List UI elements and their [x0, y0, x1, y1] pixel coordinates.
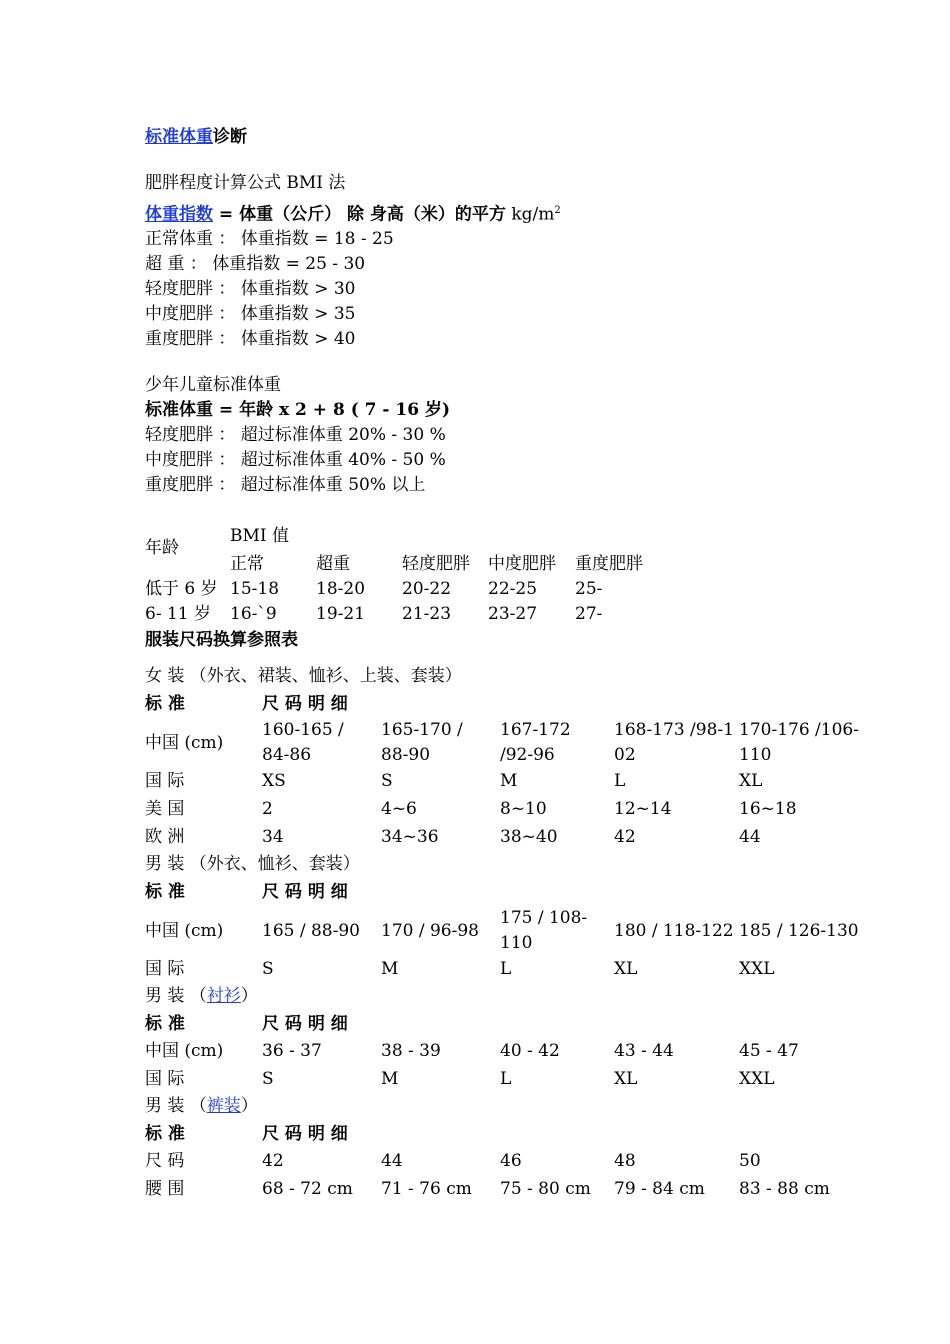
women-heading: 女 装 （外衣、裙装、恤衫、上装、套装） — [145, 666, 462, 686]
table-cell: L — [500, 959, 512, 979]
table-cell: L — [614, 771, 626, 791]
table-cell: S — [381, 771, 393, 791]
table-cell: 83 - 88 cm — [739, 1179, 830, 1199]
row-label: 中国 (cm) — [145, 921, 224, 941]
table-cell: 46 — [500, 1151, 522, 1171]
row-label: 国 际 — [145, 1069, 185, 1089]
table-cell: 42 — [614, 827, 636, 847]
table-cell: 68 - 72 cm — [262, 1179, 353, 1199]
table-cell: 22-25 — [488, 579, 538, 599]
table-cell: XS — [262, 771, 286, 791]
table-cell: XXL — [739, 959, 775, 979]
table-cell: 18-20 — [316, 579, 366, 599]
table-cell: 71 - 76 cm — [381, 1179, 472, 1199]
table-cell: 38~40 — [500, 827, 558, 847]
child-row: 重度肥胖 ： 超过标准体重 50% 以上 — [145, 475, 426, 495]
table-cell: 167-172 /92-96 — [500, 720, 571, 765]
table-cell: 16~18 — [739, 799, 797, 819]
bmi-index-link[interactable]: 体重指数 — [145, 204, 213, 225]
table-cell: 160-165 / 84-86 — [262, 720, 344, 765]
row-label: 尺 码 — [145, 1151, 185, 1171]
table-cell: XL — [614, 959, 638, 979]
table-cell: 170 / 96-98 — [381, 921, 479, 941]
table-cell: 75 - 80 cm — [500, 1179, 591, 1199]
table-cell: 40 - 42 — [500, 1041, 560, 1061]
detail-header: 尺 码 明 细 — [262, 1014, 348, 1034]
table-cell: 170-176 /106-110 — [739, 720, 859, 765]
table-cell: 44 — [381, 1151, 403, 1171]
table-cell: 165 / 88-90 — [262, 921, 360, 941]
row-label: 国 际 — [145, 771, 185, 791]
table-cell: S — [262, 1069, 274, 1089]
child-formula: 标准体重 = 年龄 x 2 + 8 ( 7 - 16 岁) — [145, 400, 451, 420]
row-label: 国 际 — [145, 959, 185, 979]
table-cell: M — [381, 1069, 399, 1089]
table-cell: 2 — [262, 799, 273, 819]
row-label: 欧 洲 — [145, 827, 185, 847]
table-cell: 168-173 /98-102 — [614, 720, 734, 765]
row-label: 中国 (cm) — [145, 1041, 224, 1061]
table-cell: 44 — [739, 827, 761, 847]
table-cell: 45 - 47 — [739, 1041, 799, 1061]
detail-header: 尺 码 明 细 — [262, 694, 348, 714]
std-header: 标 准 — [145, 694, 185, 714]
row-label: 腰 围 — [145, 1179, 185, 1199]
bmi-row: 正常体重 ： 体重指数 = 18 - 25 — [145, 229, 394, 249]
bmi-row: 重度肥胖 ： 体重指数 > 40 — [145, 329, 356, 349]
table-cell: 180 / 118-122 — [614, 921, 734, 941]
standard-weight-link[interactable]: 标准体重 — [145, 127, 213, 147]
table-cell: S — [262, 959, 274, 979]
table-cell: 12~14 — [614, 799, 672, 819]
pants-heading: 男 装 （裤装） — [145, 1096, 258, 1116]
table-cell: XXL — [739, 1069, 775, 1089]
shirt-heading: 男 装 （衬衫） — [145, 986, 258, 1006]
table-cell: 23-27 — [488, 604, 538, 624]
bmi-row: 超 重 ： 体重指数 = 25 - 30 — [145, 254, 366, 274]
size-chart-title: 服装尺码换算参照表 — [145, 630, 298, 650]
table-cell: 38 - 39 — [381, 1041, 441, 1061]
table-cell: 79 - 84 cm — [614, 1179, 705, 1199]
age-cell: 低于 6 岁 — [145, 579, 218, 599]
age-header: 年龄 — [145, 538, 179, 558]
table-cell: 20-22 — [402, 579, 452, 599]
col-header: 超重 — [316, 554, 350, 574]
table-cell: 15-18 — [230, 579, 280, 599]
shirt-link[interactable]: 衬衫 — [206, 986, 241, 1006]
row-label: 中国 (cm) — [145, 733, 224, 753]
table-cell: 34~36 — [381, 827, 439, 847]
table-cell: 34 — [262, 827, 284, 847]
table-cell: L — [500, 1069, 512, 1089]
std-header: 标 准 — [145, 1014, 185, 1034]
col-header: 中度肥胖 — [488, 554, 556, 574]
pants-link[interactable]: 裤装 — [206, 1096, 241, 1116]
bmi-formula: 体重指数 = 体重（公斤） 除 身高（米）的平方 $kg/m^2$ — [145, 204, 561, 225]
child-heading: 少年儿童标准体重 — [145, 375, 281, 395]
table-cell: 165-170 / 88-90 — [381, 720, 463, 765]
child-row: 中度肥胖 ： 超过标准体重 40% - 50 % — [145, 450, 446, 470]
table-cell: 19-21 — [316, 604, 366, 624]
table-cell: 25- — [575, 579, 603, 599]
table-cell: M — [381, 959, 399, 979]
child-row: 轻度肥胖 ： 超过标准体重 20% - 30 % — [145, 425, 446, 445]
age-cell: 6- 11 岁 — [145, 604, 211, 624]
table-cell: 48 — [614, 1151, 636, 1171]
col-header: 正常 — [230, 554, 264, 574]
table-cell: 185 / 126-130 — [739, 921, 859, 941]
std-header: 标 准 — [145, 1124, 185, 1144]
table-cell: XL — [614, 1069, 638, 1089]
bmi-row: 轻度肥胖 ： 体重指数 > 30 — [145, 279, 356, 299]
bmi-heading: 肥胖程度计算公式 BMI 法 — [145, 173, 346, 193]
table-cell: 36 - 37 — [262, 1041, 322, 1061]
detail-header: 尺 码 明 细 — [262, 1124, 348, 1144]
bmi-value-header: BMI 值 — [230, 526, 290, 546]
table-cell: 43 - 44 — [614, 1041, 674, 1061]
page-title: 标准体重诊断 — [145, 127, 247, 147]
table-cell: 21-23 — [402, 604, 452, 624]
table-cell: M — [500, 771, 518, 791]
table-cell: 50 — [739, 1151, 761, 1171]
table-cell: 8~10 — [500, 799, 547, 819]
row-label: 美 国 — [145, 799, 185, 819]
table-cell: 175 / 108-110 — [500, 908, 588, 953]
table-cell: 27- — [575, 604, 603, 624]
table-cell: 16-`9 — [230, 604, 277, 624]
table-cell: 4~6 — [381, 799, 417, 819]
col-header: 重度肥胖 — [575, 554, 643, 574]
men-heading: 男 装 （外衣、恤衫、套装） — [145, 854, 360, 874]
table-cell: XL — [739, 771, 763, 791]
detail-header: 尺 码 明 细 — [262, 882, 348, 902]
bmi-row: 中度肥胖 ： 体重指数 > 35 — [145, 304, 356, 324]
table-cell: 42 — [262, 1151, 284, 1171]
std-header: 标 准 — [145, 882, 185, 902]
col-header: 轻度肥胖 — [402, 554, 470, 574]
